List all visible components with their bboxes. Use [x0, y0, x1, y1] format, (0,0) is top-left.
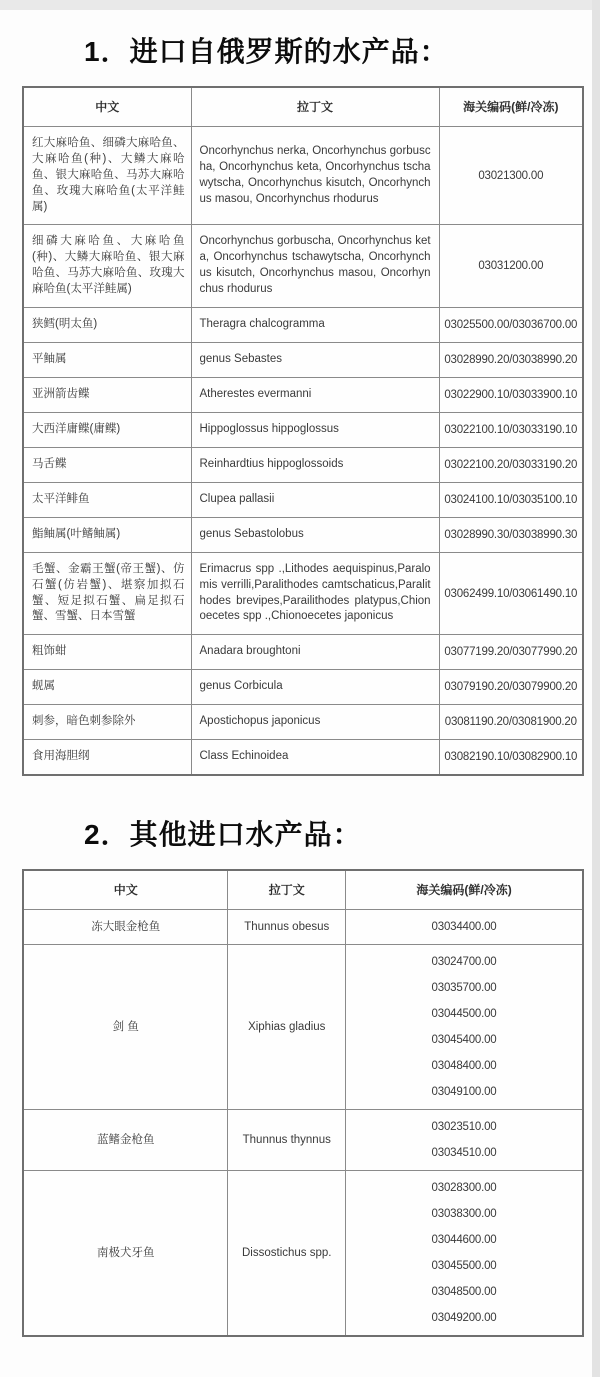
customs-code: 03049200.00: [431, 1312, 497, 1325]
cell-chinese-name: 红大麻哈鱼、细磷大麻哈鱼、大麻哈鱼(种)、大鳞大麻哈鱼、银大麻哈鱼、马苏大麻哈鱼、玫瑰大麻哈鱼(太平洋鲑属): [23, 127, 191, 225]
customs-code: 03028300.00: [431, 1182, 497, 1195]
customs-code: 03049100.00: [431, 1086, 497, 1099]
table-row: [23, 945, 583, 1110]
cell-chinese-name: 平鲉属: [23, 342, 191, 377]
column-header-customs-code: 海关编码(鲜/冷冻): [439, 87, 583, 127]
cell-customs-codes: [439, 412, 583, 447]
customs-code: 03035700.00: [431, 982, 497, 995]
cell-chinese-name: 毛蟹、金霸王蟹(帝王蟹)、仿石蟹(仿岩蟹)、堪察加拟石蟹、短足拟石蟹、扁足拟石蟹、雪蟹、日本雪蟹: [23, 552, 191, 634]
customs-code: 03082190.10/03082900.10: [444, 751, 578, 764]
table-row: [23, 517, 583, 552]
table-header-row: [23, 87, 583, 127]
customs-code: 03022100.20/03033190.20: [444, 458, 578, 471]
table-row: [23, 307, 583, 342]
column-header-latin: 拉丁文: [191, 87, 439, 127]
cell-customs-codes: [439, 377, 583, 412]
cell-latin-name: genus Sebastolobus: [191, 517, 439, 552]
section-russia-imports: [22, 35, 584, 776]
table-header-row: [23, 870, 583, 910]
cell-customs-codes: [439, 740, 583, 776]
cell-latin-name: Atherestes evermanni: [191, 377, 439, 412]
cell-chinese-name: 刺参，暗色刺参除外: [23, 705, 191, 740]
customs-code: 03081190.20/03081900.20: [444, 716, 577, 729]
customs-code: 03034400.00: [431, 921, 497, 934]
table-row: [23, 910, 583, 945]
cell-customs-codes: [346, 910, 583, 945]
table-row: [23, 670, 583, 705]
section-2-title: 2．其他进口水产品：: [84, 819, 362, 851]
cell-customs-codes: [439, 307, 583, 342]
cell-customs-codes: [346, 945, 583, 1110]
cell-latin-name: Thunnus thynnus: [228, 1110, 346, 1171]
cell-customs-codes: [439, 517, 583, 552]
cell-latin-name: Theragra chalcogramma: [191, 307, 439, 342]
cell-chinese-name: 蓝鳍金枪鱼: [23, 1110, 228, 1171]
other-products-table: [22, 869, 584, 1338]
customs-code: 03038300.00: [431, 1208, 497, 1221]
customs-code: 03062499.10/03061490.10: [444, 587, 578, 600]
cell-chinese-name: 亚洲箭齿鲽: [23, 377, 191, 412]
cell-customs-codes: [439, 552, 583, 634]
cell-latin-name: Reinhardtius hippoglossoids: [191, 447, 439, 482]
table-row: [23, 225, 583, 307]
cell-chinese-name: 剑 鱼: [23, 945, 228, 1110]
russia-products-table: [22, 86, 584, 777]
table-row: [23, 705, 583, 740]
cell-customs-codes: [439, 225, 583, 307]
cell-chinese-name: 鮨鲉属(叶鳍鲉属): [23, 517, 191, 552]
customs-code: 03025500.00/03036700.00: [444, 318, 578, 331]
customs-code: 03044600.00: [431, 1234, 497, 1247]
customs-code: 03034510.00: [431, 1147, 497, 1160]
column-header-latin: 拉丁文: [228, 870, 346, 910]
customs-code: 03023510.00: [431, 1121, 497, 1134]
table-row: [23, 342, 583, 377]
customs-code: 03028990.20/03038990.20: [444, 353, 578, 366]
cell-latin-name: Oncorhynchus gorbuscha, Oncorhynchus keta, Oncorhynchus tschawytscha, Oncorhynchus kisutch, Oncorhynchus masou, Oncorhynchus rhodurus: [191, 225, 439, 307]
cell-chinese-name: 粗饰蚶: [23, 635, 191, 670]
cell-chinese-name: 马舌鲽: [23, 447, 191, 482]
cell-customs-codes: [439, 670, 583, 705]
customs-code: 03045400.00: [431, 1034, 497, 1047]
table-row: [23, 412, 583, 447]
column-header-customs-code: 海关编码(鲜/冷冻): [346, 870, 583, 910]
cell-latin-name: Erimacrus spp .,Lithodes aequispinus,Paralomis verrilli,Paralithodes camtschaticus,Paralithodes brevipes,Parailithodes platypus,Chionoecetes spp .,Chionoecetes japonicus: [191, 552, 439, 634]
cell-customs-codes: [439, 127, 583, 225]
table-row: [23, 552, 583, 634]
customs-code: 03079190.20/03079900.20: [444, 681, 578, 694]
cell-customs-codes: [439, 482, 583, 517]
cell-customs-codes: [439, 447, 583, 482]
customs-code: 03024100.10/03035100.10: [444, 493, 578, 506]
column-header-chinese: 中文: [23, 870, 228, 910]
cell-chinese-name: 细磷大麻哈鱼、大麻哈鱼(种)、大鳞大麻哈鱼、银大麻哈鱼、马苏大麻哈鱼、玫瑰大麻哈鱼(太平洋鲑属): [23, 225, 191, 307]
cell-latin-name: Xiphias gladius: [228, 945, 346, 1110]
table-row: [23, 482, 583, 517]
cell-latin-name: Thunnus obesus: [228, 910, 346, 945]
column-header-chinese: 中文: [23, 87, 191, 127]
cell-chinese-name: 狭鳕(明太鱼): [23, 307, 191, 342]
customs-code: 03048500.00: [431, 1286, 497, 1299]
cell-latin-name: Dissostichus spp.: [228, 1171, 346, 1337]
cell-latin-name: Hippoglossus hippoglossus: [191, 412, 439, 447]
section-other-imports: [22, 818, 584, 1337]
cell-latin-name: Class Echinoidea: [191, 740, 439, 776]
cell-latin-name: genus Sebastes: [191, 342, 439, 377]
customs-code: 03028990.30/03038990.30: [444, 528, 578, 541]
cell-chinese-name: 蚬属: [23, 670, 191, 705]
cell-customs-codes: [439, 342, 583, 377]
table-row: [23, 377, 583, 412]
cell-chinese-name: 太平洋鲱鱼: [23, 482, 191, 517]
customs-code: 03044500.00: [431, 1008, 497, 1021]
cell-latin-name: Apostichopus japonicus: [191, 705, 439, 740]
section-1-title: 1．进口自俄罗斯的水产品：: [84, 36, 449, 67]
cell-chinese-name: 冻大眼金枪鱼: [23, 910, 228, 945]
table-row: [23, 1110, 583, 1171]
customs-code: 03031200.00: [478, 260, 544, 273]
customs-code: 03077199.20/03077990.20: [444, 646, 578, 659]
table-row: [23, 127, 583, 225]
table-row: [23, 740, 583, 776]
cell-latin-name: Clupea pallasii: [191, 482, 439, 517]
cell-customs-codes: [346, 1171, 583, 1337]
customs-code: 03024700.00: [431, 956, 497, 969]
cell-customs-codes: [439, 705, 583, 740]
cell-customs-codes: [439, 635, 583, 670]
customs-code: 03045500.00: [431, 1260, 497, 1273]
customs-code: 03048400.00: [431, 1060, 497, 1073]
table-row: [23, 447, 583, 482]
customs-code: 03022100.10/03033190.10: [444, 423, 578, 436]
cell-customs-codes: [346, 1110, 583, 1171]
table-row: [23, 1171, 583, 1337]
right-edge-strip: [592, 0, 600, 1377]
cell-chinese-name: 食用海胆纲: [23, 740, 191, 776]
cell-latin-name: genus Corbicula: [191, 670, 439, 705]
cell-latin-name: Oncorhynchus nerka, Oncorhynchus gorbuscha, Oncorhynchus keta, Oncorhynchus tschawytscha, Oncorhynchus kisutch, Oncorhynchus masou, Oncorhynchus rhodurus: [191, 127, 439, 225]
cell-chinese-name: 南极犬牙鱼: [23, 1171, 228, 1337]
customs-code: 03022900.10/03033900.10: [444, 388, 578, 401]
top-edge-strip: [0, 0, 600, 10]
customs-code: 03021300.00: [478, 169, 544, 182]
cell-latin-name: Anadara broughtoni: [191, 635, 439, 670]
cell-chinese-name: 大西洋庸鲽(庸鲽): [23, 412, 191, 447]
table-row: [23, 635, 583, 670]
